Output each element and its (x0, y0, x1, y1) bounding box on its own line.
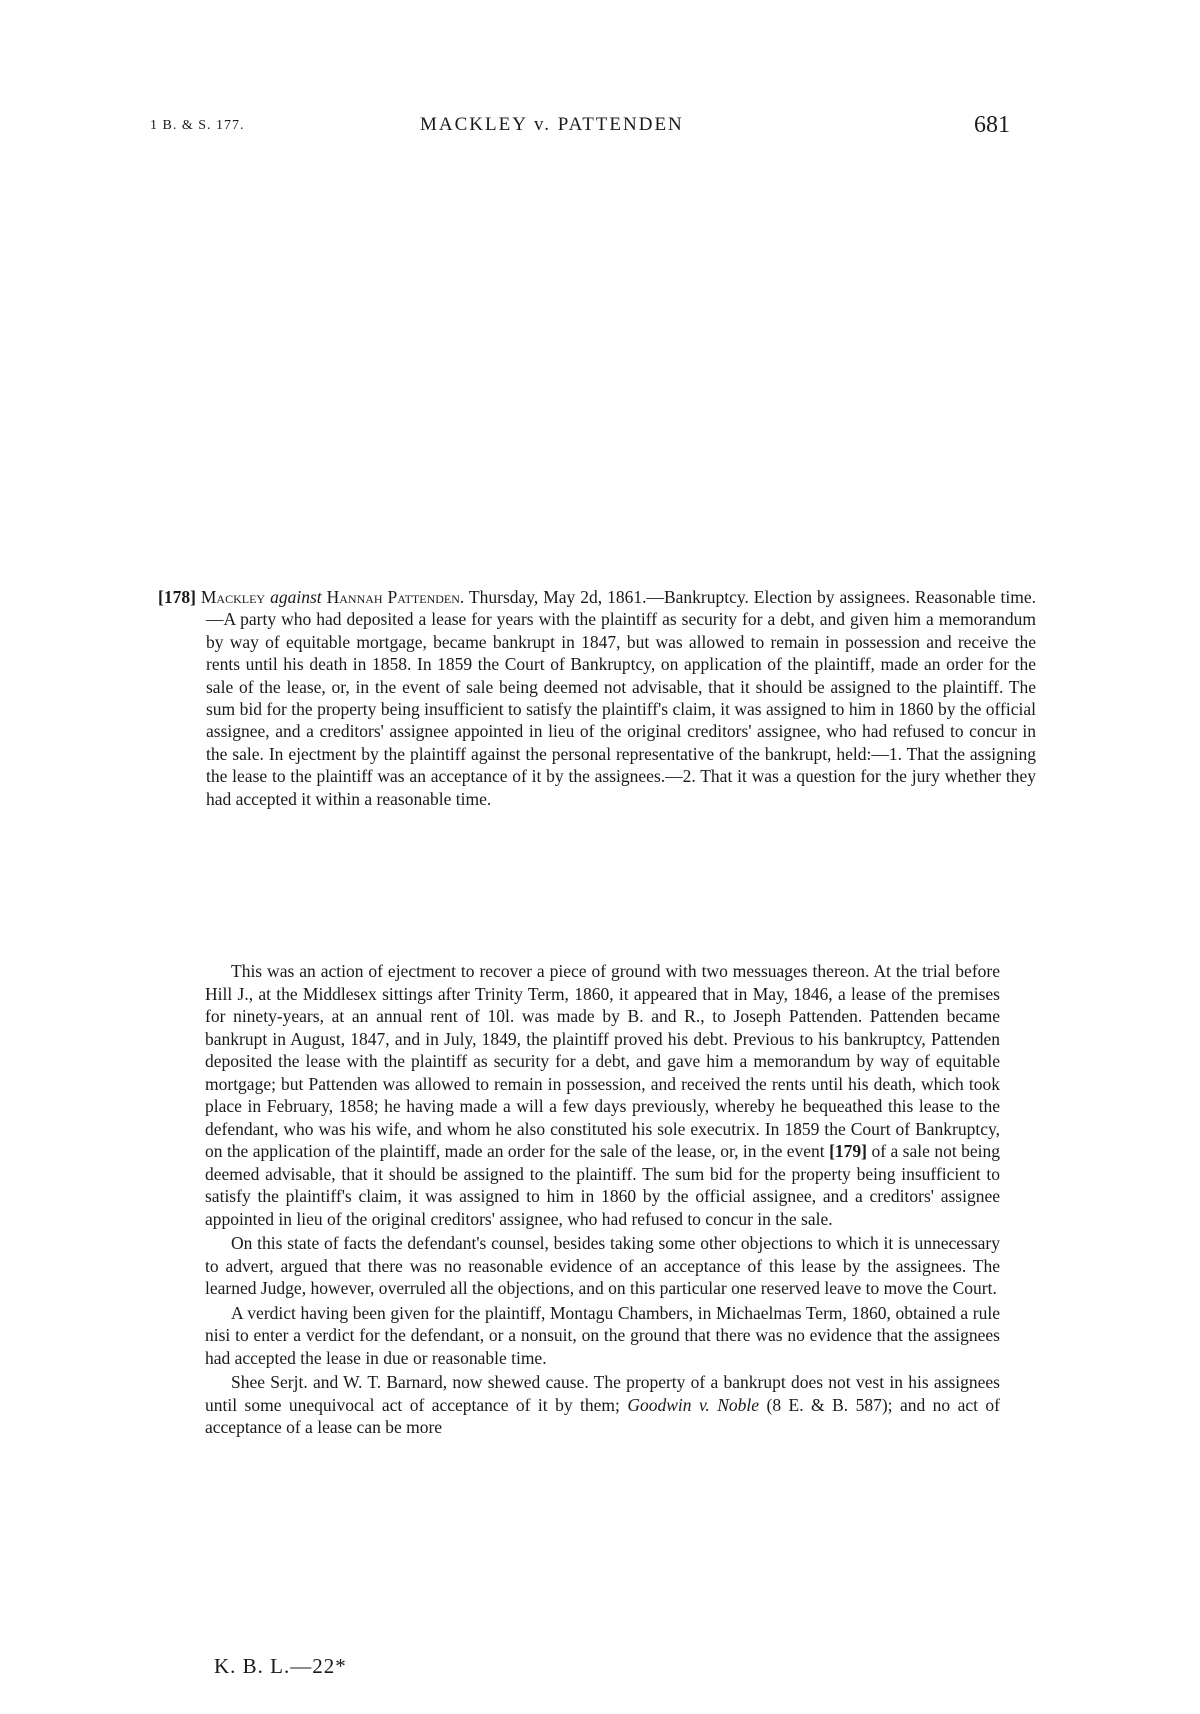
paragraph-verdict: A verdict having been given for the plaintiff, Montagu Chambers, in Michaelmas Term, 1860, obtained a rule nisi to enter a verdict for the defendant, or a nonsuit, on the ground that there was no evidence that the assignees had accepted the lease in due or reasonable time. (205, 1302, 1000, 1368)
paragraph-argument-part1: Shee Serjt. and W. T. Barnard, now shewed cause. The property of a bankrupt does not vest in his assignees until some unequivocal act of acceptance of it by them; (205, 1372, 1000, 1415)
plaintiff-name: Mackley (200, 587, 266, 607)
page-reference: [178] (158, 587, 196, 607)
against-word: against (270, 587, 322, 607)
paragraph-facts-part1: This was an action of ejectment to recover a piece of ground with two messuages thereon. At the trial before Hill J., at the Middlesex sittings after Trinity Term, 1860, it appeared that in May, 1846, a lease of the premises for ninety-years, at an annual rent of 10l. was made by B. and R., to Joseph Pattenden. Pattenden became bankrupt in August, 1847, and in July, 1849, the plaintiff proved his debt. Previous to his bankruptcy, Pattenden deposited the lease with the plaintiff as security for a debt, and gave him a memorandum by way of equitable mortgage; but Pattenden was allowed to remain in possession, and received the rents until his death, which took place in February, 1858; he having made a will a few days previously, whereby he bequeathed this lease to the defendant, who was his wife, and whom he also constituted his sole executrix. In 1859 the Court of Bankruptcy, on the application of the plaintiff, made an order for the sale of the lease, or, in the event (205, 961, 1000, 1161)
case-headnote (158, 586, 1036, 810)
paragraph-objections: On this state of facts the defendant's counsel, besides taking some other objections to which it is unnecessary to advert, argued that there was no reasonable evidence of an acceptance of this lease by the assignees. The learned Judge, however, overruled all the objections, and on this particular one reserved leave to move the Court. (205, 1233, 1000, 1298)
cited-case: Goodwin v. Noble (627, 1394, 760, 1415)
paragraph-argument-part2: (8 E. & B. 587); and no act of acceptance of a lease can be more (205, 1394, 1001, 1437)
defendant-name: Hannah Pattenden. (326, 587, 465, 607)
report-body (205, 960, 1000, 1439)
running-title: MACKLEY v. PATTENDEN (420, 114, 684, 135)
report-citation: 1 B. & S. 177. (150, 118, 245, 133)
headnote-text: Thursday, May 2d, 1861.—Bankruptcy. Election by assignees. Reasonable time.—A party who had deposited a lease for years with the plaintiff as security for a debt, and given him a memorandum by way of equitable mortgage, became bankrupt in 1847, but was allowed to remain in possession and receive the rents until his death in 1858. In 1859 the Court of Bankruptcy, on application of the plaintiff, made an order for the sale of the lease, or, in the event of sale being deemed not advisable, that it should be assigned to the plaintiff. The sum bid for the property being insufficient to satisfy the plaintiff's claim, it was assigned to him in 1860 by the official assignee, and a creditors' assignee appointed in lieu of the original creditors' assignee, who had refused to concur in the sale. In ejectment by the plaintiff against the personal representative of the bankrupt, held:—1. That the assigning the lease to the plaintiff was an acceptance of it by the assignees.—2. That it was a question for the jury whether they had accepted it within a reasonable time. (206, 587, 1037, 809)
paragraph-facts (205, 960, 1000, 1230)
inline-page-reference: [179] (829, 1141, 868, 1161)
paragraph-argument (205, 1371, 1000, 1439)
running-header (150, 112, 1010, 142)
signature-mark: K. B. L.—22* (214, 1654, 347, 1678)
page-number: 681 (974, 112, 1010, 138)
paragraph-facts-part2: of a sale not being deemed advisable, that it should be assigned to the plaintiff. The sum bid for the property being insufficient to satisfy the plaintiff's claim, it was assigned to him in 1860 by the official assignee, and a creditors' assignee appointed in lieu of the original creditors' assignee, who had refused to concur in the sale. (205, 1141, 1000, 1229)
